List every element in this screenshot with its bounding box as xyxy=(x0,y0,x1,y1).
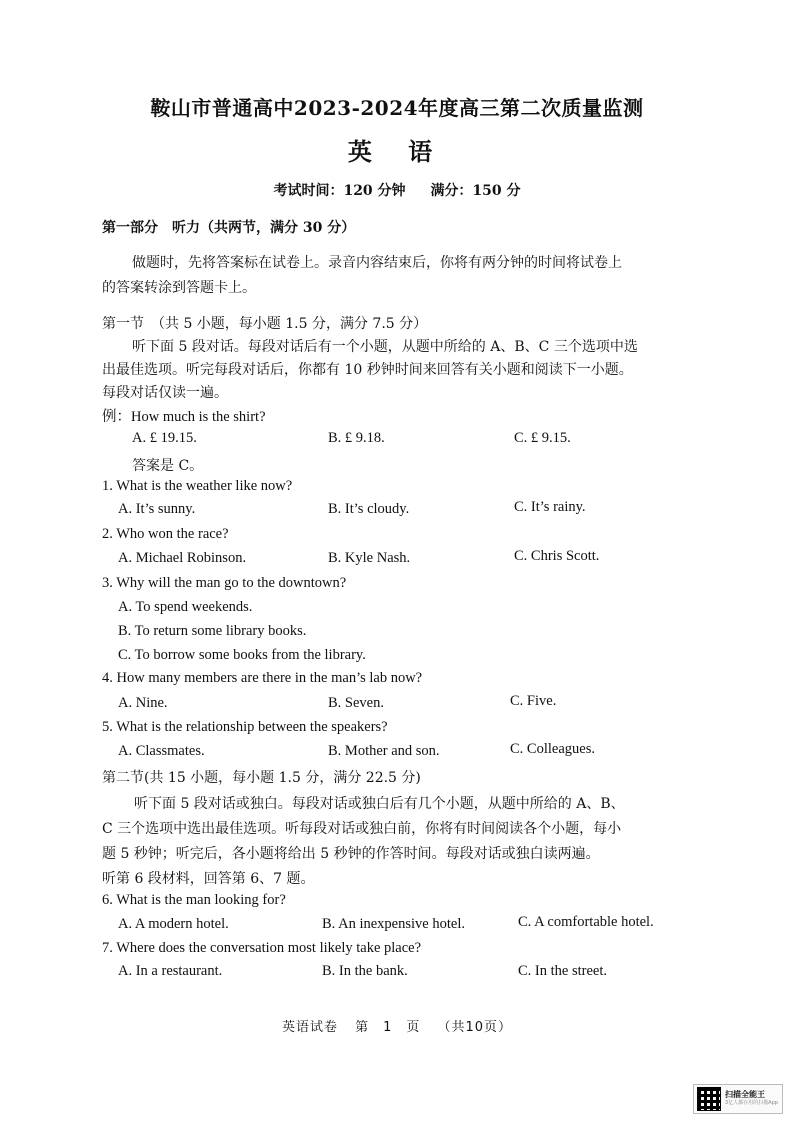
q4-option-a: A. Nine. xyxy=(118,695,168,711)
footer-page: 第 1 页 xyxy=(355,1020,421,1035)
qr-code-icon xyxy=(697,1087,721,1111)
q6-option-c: C. A comfortable hotel. xyxy=(518,914,654,930)
question-3: 3. Why will the man go to the downtown? xyxy=(102,575,347,591)
q1-option-b: B. It’s cloudy. xyxy=(328,501,410,517)
q5-option-a: A. Classmates. xyxy=(118,743,205,759)
q4-option-b: B. Seven. xyxy=(328,695,384,711)
example-answer: 答案是 C。 xyxy=(132,458,204,474)
q6-option-a: A. A modern hotel. xyxy=(118,916,229,932)
part1-heading: 第一部分 听力（共两节，满分 30 分） xyxy=(102,220,356,236)
example-option-c: C. £ 9.15. xyxy=(514,430,571,446)
q7-option-c: C. In the street. xyxy=(518,963,607,979)
q4-option-c: C. Five. xyxy=(510,693,557,709)
part1-instruction-1: 做题时，先将答案标在试卷上。录音内容结束后，你将有两分钟的时间将试卷上 xyxy=(132,255,622,271)
question-2: 2. Who won the race? xyxy=(102,526,229,542)
exam-title: 鞍山市普通高中2023-2024年度高三第二次质量监测 xyxy=(150,96,644,120)
question-6: 6. What is the man looking for? xyxy=(102,892,286,908)
q2-option-a: A. Michael Robinson. xyxy=(118,550,247,566)
q5-option-c: C. Colleagues. xyxy=(510,741,595,757)
question-4: 4. How many members are there in the man’s lab now? xyxy=(102,670,423,686)
q5-option-b: B. Mother and son. xyxy=(328,743,440,759)
section1-heading: 第一节 （共 5 小题，每小题 1.5 分，满分 7.5 分） xyxy=(102,316,428,332)
q3-option-c: C. To borrow some books from the library. xyxy=(118,647,366,663)
section1-instruction-2: 出最佳选项。听完每段对话后，你都有 10 秒钟时间来回答有关小题和阅读下一小题。 xyxy=(102,362,633,378)
section1-instruction-3: 每段对话仅读一遍。 xyxy=(102,385,228,401)
q3-option-b: B. To return some library books. xyxy=(118,623,307,639)
section1-instruction-1: 听下面 5 段对话。每段对话后有一个小题，从题中所给的 A、B、C 三个选项中选 xyxy=(132,339,638,355)
scanner-name: 扫描全能王 xyxy=(725,1090,765,1099)
footer-total: （共10页） xyxy=(437,1020,513,1035)
exam-meta xyxy=(0,180,794,200)
part1-instruction-2: 的答案转涂到答题卡上。 xyxy=(102,280,256,296)
exam-score: 满分：150 分 xyxy=(430,183,521,199)
question-1: 1. What is the weather like now? xyxy=(102,478,293,494)
q6-option-b: B. An inexpensive hotel. xyxy=(322,916,465,932)
q2-option-c: C. Chris Scott. xyxy=(514,548,600,564)
q1-option-a: A. It’s sunny. xyxy=(118,501,196,517)
section2-instruction-3: 题 5 秒钟；听完后，各小题将给出 5 秒钟的作答时间。每段对话或独白读两遍。 xyxy=(102,846,600,862)
q7-option-b: B. In the bank. xyxy=(322,963,408,979)
example-question: 例：How much is the shirt? xyxy=(102,409,266,425)
section2-instruction-2: C 三个选项中选出最佳选项。听每段对话或独白前，你将有时间阅读各个小题，每小 xyxy=(102,821,622,837)
exam-time: 考试时间：120 分钟 xyxy=(273,183,406,199)
q3-option-a: A. To spend weekends. xyxy=(118,599,253,615)
subject-title: 英 语 xyxy=(347,137,447,166)
scanner-tagline: 3亿人都在用的扫描App xyxy=(725,1100,778,1106)
section2-heading: 第二节(共 15 小题，每小题 1.5 分，满分 22.5 分) xyxy=(102,770,421,786)
section2-instruction-1: 听下面 5 段对话或独白。每段对话或独白后有几个小题，从题中所给的 A、B、 xyxy=(134,796,625,812)
question-7: 7. Where does the conversation most likely take place? xyxy=(102,940,422,956)
question-5: 5. What is the relationship between the speakers? xyxy=(102,719,388,735)
example-option-b: B. £ 9.18. xyxy=(328,430,385,446)
q2-option-b: B. Kyle Nash. xyxy=(328,550,411,566)
page-footer xyxy=(0,1016,794,1035)
q7-option-a: A. In a restaurant. xyxy=(118,963,223,979)
material-note: 听第 6 段材料，回答第 6、7 题。 xyxy=(102,871,315,887)
q1-option-c: C. It’s rainy. xyxy=(514,499,586,515)
scanner-watermark xyxy=(693,1084,783,1114)
footer-subject: 英语试卷 xyxy=(281,1020,338,1035)
example-option-a: A. £ 19.15. xyxy=(132,430,197,446)
